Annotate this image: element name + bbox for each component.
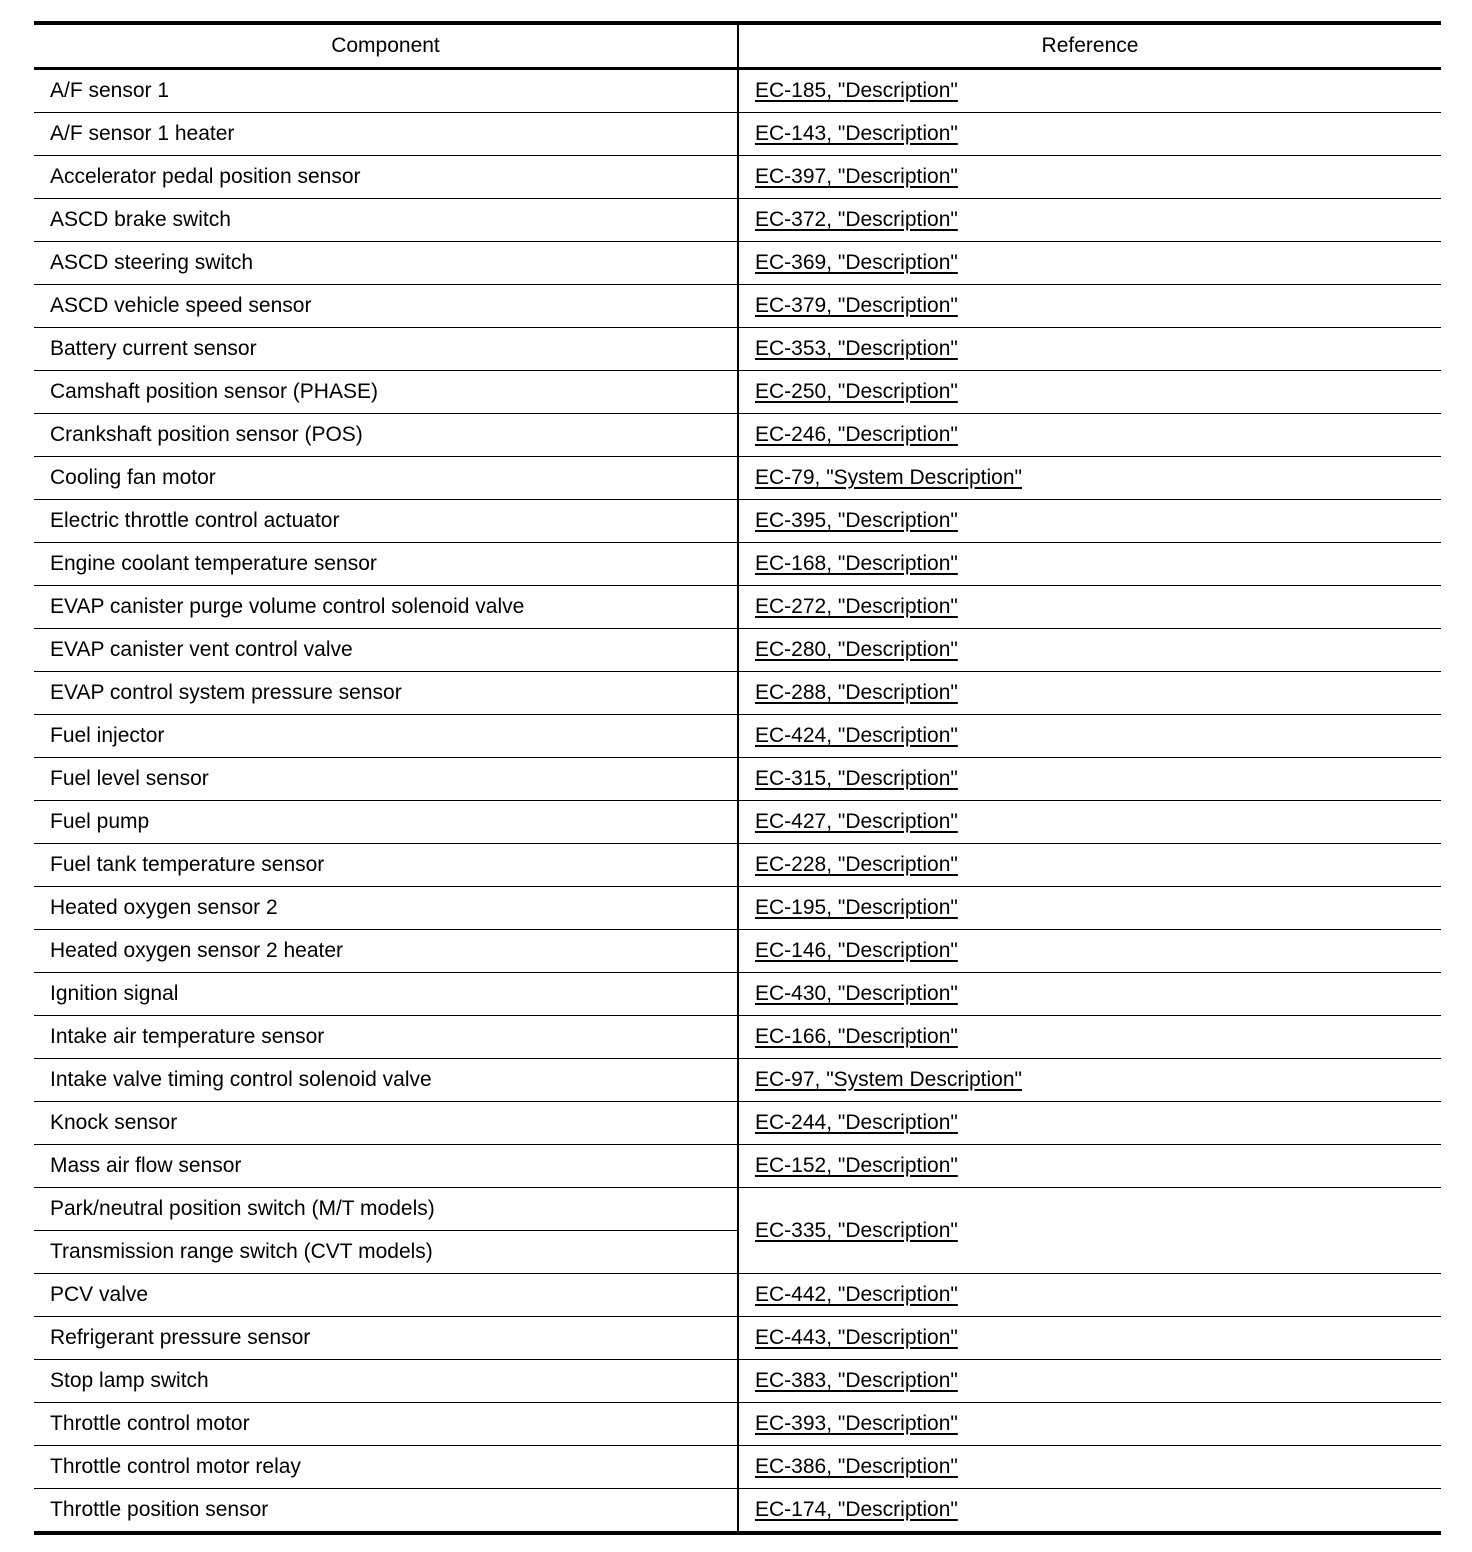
reference-cell	[738, 1016, 1441, 1059]
table-row	[34, 113, 1441, 156]
component-cell: Heated oxygen sensor 2 heater	[34, 930, 738, 973]
table-row	[34, 887, 1441, 930]
reference-link[interactable]: EC-397, "Description"	[755, 165, 958, 188]
component-cell: Throttle control motor relay	[34, 1446, 738, 1489]
reference-link[interactable]: EC-315, "Description"	[755, 767, 958, 790]
reference-cell	[738, 543, 1441, 586]
reference-link[interactable]: EC-97, "System Description"	[755, 1068, 1022, 1091]
reference-cell	[738, 69, 1441, 113]
reference-cell	[738, 414, 1441, 457]
reference-link[interactable]: EC-395, "Description"	[755, 509, 958, 532]
table-row	[34, 500, 1441, 543]
table-row	[34, 930, 1441, 973]
component-cell: Park/neutral position switch (M/T models)	[34, 1188, 738, 1231]
reference-link[interactable]: EC-79, "System Description"	[755, 466, 1022, 489]
reference-link[interactable]: EC-152, "Description"	[755, 1154, 958, 1177]
reference-link[interactable]: EC-146, "Description"	[755, 939, 958, 962]
component-cell: PCV valve	[34, 1274, 738, 1317]
reference-cell	[738, 199, 1441, 242]
component-cell: Mass air flow sensor	[34, 1145, 738, 1188]
reference-link[interactable]: EC-195, "Description"	[755, 896, 958, 919]
table-row	[34, 1446, 1441, 1489]
reference-cell	[738, 629, 1441, 672]
reference-cell	[738, 371, 1441, 414]
reference-link[interactable]: EC-166, "Description"	[755, 1025, 958, 1048]
table-row	[34, 1188, 1441, 1231]
reference-cell	[738, 457, 1441, 500]
reference-link[interactable]: EC-246, "Description"	[755, 423, 958, 446]
component-cell: Knock sensor	[34, 1102, 738, 1145]
reference-cell	[738, 930, 1441, 973]
reference-link[interactable]: EC-250, "Description"	[755, 380, 958, 403]
table-row	[34, 1145, 1441, 1188]
reference-cell	[738, 973, 1441, 1016]
reference-link[interactable]: EC-174, "Description"	[755, 1498, 958, 1521]
table-row	[34, 1360, 1441, 1403]
component-cell: Transmission range switch (CVT models)	[34, 1231, 738, 1274]
reference-cell	[738, 715, 1441, 758]
column-header-component: Component	[34, 23, 738, 69]
component-cell: Accelerator pedal position sensor	[34, 156, 738, 199]
reference-cell	[738, 1446, 1441, 1489]
table-body	[34, 69, 1441, 1534]
reference-link[interactable]: EC-443, "Description"	[755, 1326, 958, 1349]
component-cell: Intake air temperature sensor	[34, 1016, 738, 1059]
component-cell: Engine coolant temperature sensor	[34, 543, 738, 586]
table-row	[34, 1317, 1441, 1360]
reference-cell	[738, 285, 1441, 328]
reference-link[interactable]: EC-335, "Description"	[755, 1218, 958, 1242]
table-row	[34, 156, 1441, 199]
table-row	[34, 1102, 1441, 1145]
reference-cell	[738, 156, 1441, 199]
component-cell: ASCD brake switch	[34, 199, 738, 242]
component-cell: Electric throttle control actuator	[34, 500, 738, 543]
component-cell: EVAP canister purge volume control solenoid valve	[34, 586, 738, 629]
reference-cell	[738, 672, 1441, 715]
reference-link[interactable]: EC-379, "Description"	[755, 294, 958, 317]
reference-cell	[738, 801, 1441, 844]
reference-cell	[738, 1102, 1441, 1145]
component-cell: Throttle control motor	[34, 1403, 738, 1446]
reference-cell	[738, 844, 1441, 887]
component-cell: ASCD vehicle speed sensor	[34, 285, 738, 328]
reference-link[interactable]: EC-353, "Description"	[755, 337, 958, 360]
component-cell: A/F sensor 1 heater	[34, 113, 738, 156]
column-header-reference: Reference	[738, 23, 1441, 69]
reference-link[interactable]: EC-372, "Description"	[755, 208, 958, 231]
table-row	[34, 242, 1441, 285]
component-cell: Fuel tank temperature sensor	[34, 844, 738, 887]
reference-cell	[738, 758, 1441, 801]
reference-link[interactable]: EC-383, "Description"	[755, 1369, 958, 1392]
reference-cell	[738, 586, 1441, 629]
component-cell: Battery current sensor	[34, 328, 738, 371]
component-cell: Fuel pump	[34, 801, 738, 844]
header-row	[34, 23, 1441, 69]
component-cell: Fuel level sensor	[34, 758, 738, 801]
reference-cell	[738, 1317, 1441, 1360]
reference-link[interactable]: EC-228, "Description"	[755, 853, 958, 876]
component-cell: Camshaft position sensor (PHASE)	[34, 371, 738, 414]
reference-link[interactable]: EC-280, "Description"	[755, 638, 958, 661]
component-cell: Stop lamp switch	[34, 1360, 738, 1403]
reference-link[interactable]: EC-168, "Description"	[755, 552, 958, 575]
table-row	[34, 1059, 1441, 1102]
reference-cell	[738, 1403, 1441, 1446]
component-cell: A/F sensor 1	[34, 69, 738, 113]
component-cell: Refrigerant pressure sensor	[34, 1317, 738, 1360]
table-row	[34, 629, 1441, 672]
reference-link[interactable]: EC-442, "Description"	[755, 1283, 958, 1306]
reference-link[interactable]: EC-427, "Description"	[755, 810, 958, 833]
reference-link[interactable]: EC-143, "Description"	[755, 122, 958, 145]
table-row	[34, 285, 1441, 328]
reference-link[interactable]: EC-244, "Description"	[755, 1111, 958, 1134]
table-row	[34, 672, 1441, 715]
component-cell: Cooling fan motor	[34, 457, 738, 500]
reference-link[interactable]: EC-386, "Description"	[755, 1455, 958, 1478]
table-row	[34, 586, 1441, 629]
table-row	[34, 758, 1441, 801]
reference-cell	[738, 1274, 1441, 1317]
component-cell: Fuel injector	[34, 715, 738, 758]
table-row	[34, 1274, 1441, 1317]
reference-link[interactable]: EC-424, "Description"	[755, 724, 958, 747]
component-cell: EVAP control system pressure sensor	[34, 672, 738, 715]
reference-cell	[738, 113, 1441, 156]
component-cell: Ignition signal	[34, 973, 738, 1016]
reference-link[interactable]: EC-369, "Description"	[755, 251, 958, 274]
reference-link[interactable]: EC-393, "Description"	[755, 1412, 958, 1435]
reference-link[interactable]: EC-430, "Description"	[755, 982, 958, 1005]
reference-cell	[738, 1489, 1441, 1534]
reference-link[interactable]: EC-288, "Description"	[755, 681, 958, 704]
table-row	[34, 844, 1441, 887]
table-row	[34, 715, 1441, 758]
reference-cell	[738, 500, 1441, 543]
component-cell: Heated oxygen sensor 2	[34, 887, 738, 930]
reference-cell	[738, 887, 1441, 930]
table-row	[34, 801, 1441, 844]
reference-cell	[738, 328, 1441, 371]
table-row	[34, 328, 1441, 371]
reference-cell	[738, 1188, 1441, 1274]
table-row	[34, 199, 1441, 242]
component-cell: Crankshaft position sensor (POS)	[34, 414, 738, 457]
component-cell: Intake valve timing control solenoid valve	[34, 1059, 738, 1102]
table-row	[34, 1403, 1441, 1446]
component-cell: ASCD steering switch	[34, 242, 738, 285]
component-reference-table	[34, 21, 1441, 1535]
table-row	[34, 457, 1441, 500]
reference-cell	[738, 1059, 1441, 1102]
component-cell: EVAP canister vent control valve	[34, 629, 738, 672]
reference-cell	[738, 1360, 1441, 1403]
table-row	[34, 1489, 1441, 1534]
reference-cell	[738, 1145, 1441, 1188]
reference-link[interactable]: EC-185, "Description"	[755, 79, 958, 102]
component-cell: Throttle position sensor	[34, 1489, 738, 1534]
table-row	[34, 973, 1441, 1016]
table-row	[34, 371, 1441, 414]
table-row	[34, 414, 1441, 457]
reference-cell	[738, 242, 1441, 285]
table-row	[34, 543, 1441, 586]
reference-link[interactable]: EC-272, "Description"	[755, 595, 958, 618]
table-row	[34, 1016, 1441, 1059]
table-row	[34, 69, 1441, 113]
